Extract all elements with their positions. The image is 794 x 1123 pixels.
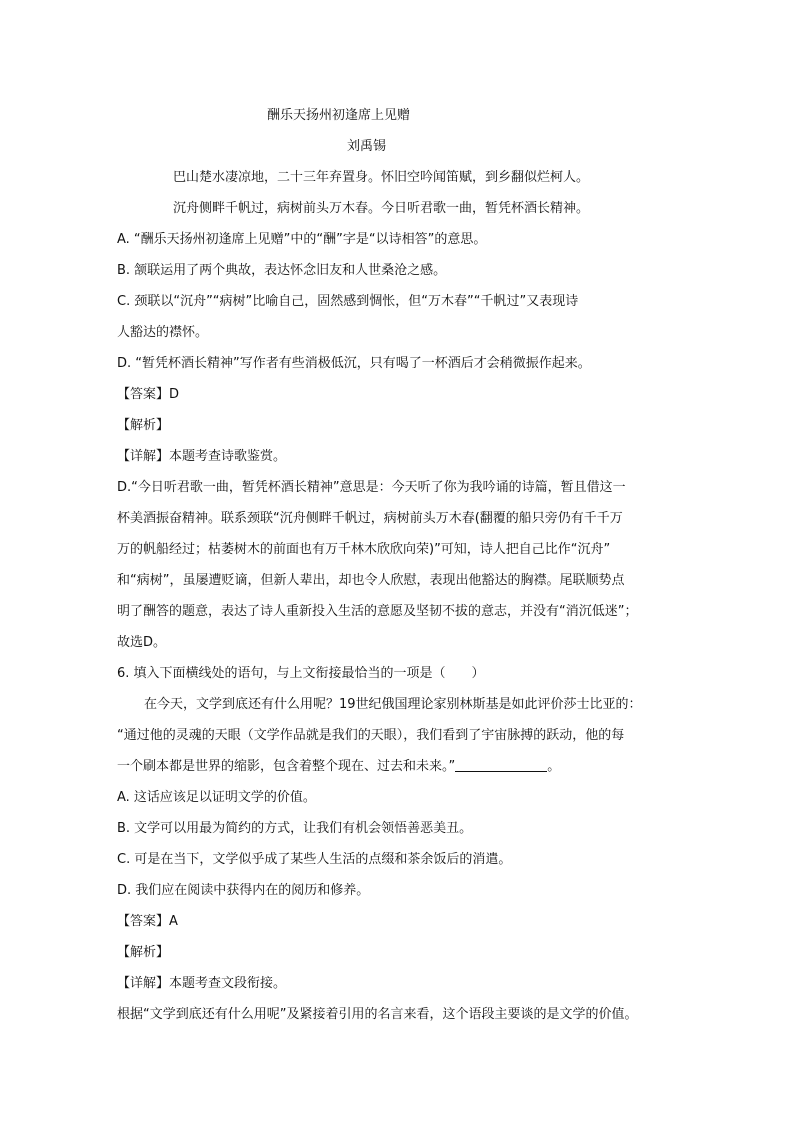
q5-answer: 【答案】D <box>117 387 180 402</box>
q6-passage-line-2: “通过他的灵魂的天眼（文学作品就是我们的天眼），我们看到了宇宙脉搏的跃动，他的每 <box>117 728 625 743</box>
q6-passage-end: 。 <box>547 759 561 774</box>
q5-option-c-line-2: 人豁达的襟怀。 <box>117 325 209 340</box>
q6-explain-line-1: 根据“文学到底还有什么用呢”及紧接着引用的名言来看，这个语段主要谈的是文学的价值。 <box>117 1007 638 1022</box>
q6-stem: 6. 填入下面横线处的语句，与上文衔接最恰当的一项是（ ） <box>117 666 485 681</box>
fill-in-blank <box>455 757 547 772</box>
q6-passage-text: 一个刷本都是世界的缩影，包含着整个现在、过去和未来。” <box>117 759 456 774</box>
q5-option-c-line-1: C. 颈联以“沉舟”“病树”比喻自己，固然感到惆怅，但“万木春”“千帆过”又表现诗 <box>117 294 579 309</box>
q6-detail: 【详解】本题考查文段衔接。 <box>117 976 287 991</box>
q5-explain-line-1: D.“今日听君歌一曲，暂凭杯酒长精神”意思是：今天听了你为我吟诵的诗篇，暂且借这一 <box>117 480 626 495</box>
q5-explain-line-2: 杯美酒振奋精神。联系颈联“沉舟侧畔千帆过，病树前头万木春(翻覆的船只旁仍有千千万 <box>117 511 623 526</box>
poem-author: 刘禹锡 <box>347 139 387 154</box>
q5-explain-line-5: 明了酬答的题意，表达了诗人重新投入生活的意愿及坚韧不拔的意志，并没有“消沉低迷”； <box>117 604 638 619</box>
q6-option-a: A. 这话应该足以证明文学的价值。 <box>117 790 316 805</box>
q5-explain-line-3: 万的帆船经过；枯萎树木的前面也有万千林木欣欣向荣)”可知，诗人把自己比作“沉舟” <box>117 542 611 557</box>
q5-detail: 【详解】本题考查诗歌鉴赏。 <box>117 449 287 464</box>
q5-option-a: A. “酬乐天扬州初逢席上见赠”中的“酬”字是“以诗相答”的意思。 <box>117 232 487 247</box>
q5-option-b: B. 颔联运用了两个典故，表达怀念旧友和人世桑沧之感。 <box>117 263 447 278</box>
poem-line-1: 巴山楚水凄凉地，二十三年弃置身。怀旧空吟闻笛赋，到乡翻似烂柯人。 <box>173 170 590 185</box>
document-page <box>117 100 677 1030</box>
q6-option-d: D. 我们应在阅读中获得内在的阅历和修养。 <box>117 883 370 898</box>
poem-line-2: 沉舟侧畔千帆过，病树前头万木春。今日听君歌一曲，暂凭杯酒长精神。 <box>173 201 590 216</box>
q6-option-c: C. 可是在当下，文学似乎成了某些人生活的点缀和茶余饭后的消遣。 <box>117 852 512 867</box>
q6-option-b: B. 文学可以用最为简约的方式，让我们有机会领悟善恶美丑。 <box>117 821 473 836</box>
q6-passage-line-3 <box>117 751 677 782</box>
q5-explain-line-4: 和“病树”，虽屡遭贬谪，但新人辈出，却也令人欣慰，表现出他豁达的胸襟。尾联顺势点 <box>117 573 625 588</box>
q6-answer: 【答案】A <box>117 914 178 929</box>
q5-explain-line-6: 故选D。 <box>117 635 167 650</box>
poem-title: 酬乐天扬州初逢席上见赠 <box>267 108 411 123</box>
q5-analysis-label: 【解析】 <box>117 418 170 433</box>
q6-analysis-label: 【解析】 <box>117 945 170 960</box>
q6-passage-line-1: 在今天，文学到底还有什么用呢？19世纪俄国理论家别林斯基是如此评价莎士比亚的： <box>144 697 642 712</box>
q5-option-d: D. “暂凭杯酒长精神”写作者有些消极低沉，只有喝了一杯酒后才会稍微振作起来。 <box>117 356 591 371</box>
